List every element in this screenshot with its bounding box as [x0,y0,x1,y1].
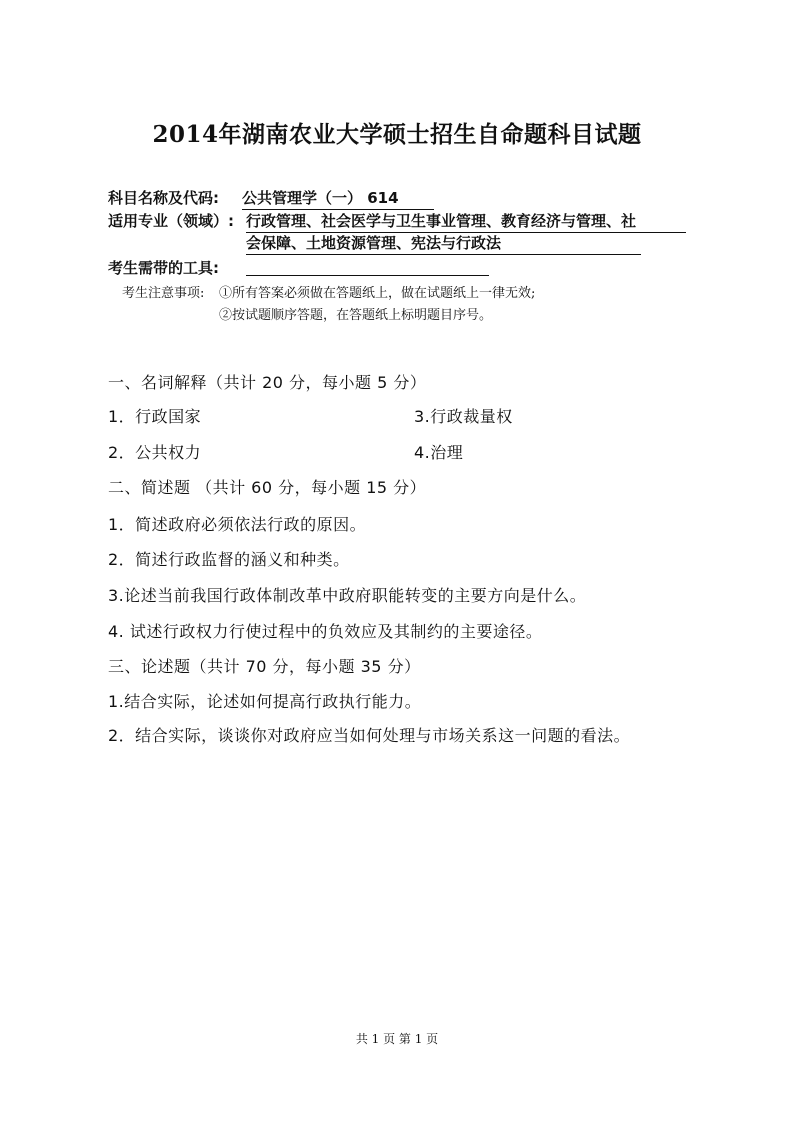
term-item: 1．行政国家 [108,407,202,426]
section-3-heading: 三、论述题（共计 70 分，每小题 35 分） [108,657,421,676]
term-item: 3.行政裁量权 [414,407,513,426]
term-item: 4.治理 [414,443,464,462]
term-item: 2．公共权力 [108,443,202,462]
subject-label: 科目名称及代码: [108,189,219,207]
question-item: 2．简述行政监督的涵义和种类。 [108,550,350,569]
section-2-heading: 二、简述题 （共计 60 分，每小题 15 分） [108,478,427,497]
notes-label: 考生注意事项: [122,286,205,301]
tools-value [246,257,489,276]
tools-label: 考生需带的工具: [108,259,219,277]
question-item: 1．简述政府必须依法行政的原因。 [108,515,367,534]
question-item: 1.结合实际，论述如何提高行政执行能力。 [108,692,422,711]
major-label: 适用专业（领域）: [108,212,234,230]
major-line-1: 行政管理、社会医学与卫生事业管理、教育经济与管理、社 [246,210,686,233]
major-line-2: 会保障、土地资源管理、宪法与行政法 [246,232,641,255]
question-item: 2．结合实际，谈谈你对政府应当如何处理与市场关系这一问题的看法。 [108,726,631,745]
note-2: ②按试题顺序答题，在答题纸上标明题目序号。 [219,308,493,323]
section-1-heading: 一、名词解释（共计 20 分，每小题 5 分） [108,373,427,392]
page-footer: 共 1 页 第 1 页 [355,1032,439,1046]
subject-value: 公共管理学（一） 614 [242,187,434,210]
exam-title: 2014年湖南农业大学硕士招生自命题科目试题 [152,121,642,148]
note-1: ①所有答案必须做在答题纸上，做在试题纸上一律无效; [219,286,536,301]
question-item: 4. 试述行政权力行使过程中的负效应及其制约的主要途径。 [108,622,543,641]
question-item: 3.论述当前我国行政体制改革中政府职能转变的主要方向是什么。 [108,586,587,605]
